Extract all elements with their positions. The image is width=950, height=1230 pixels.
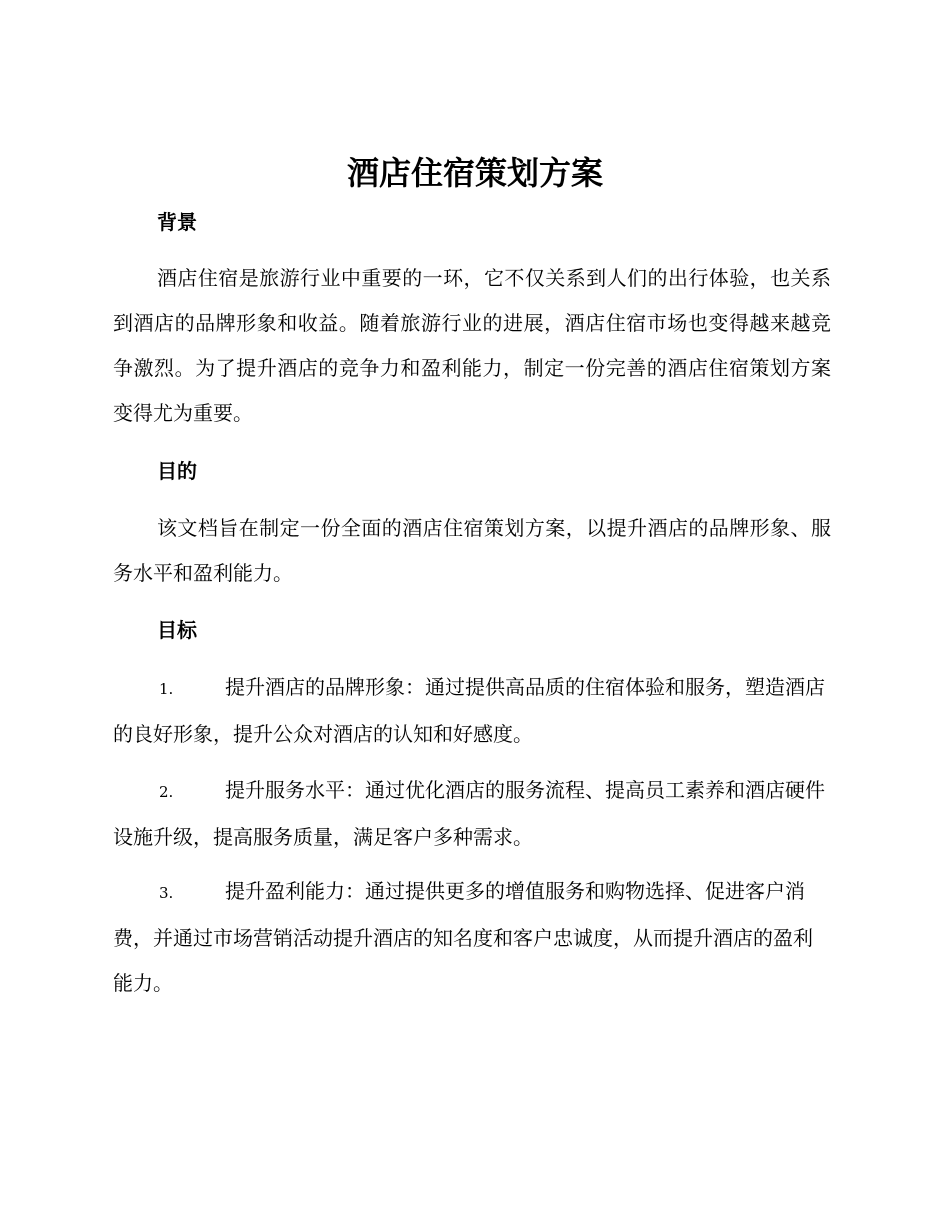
paragraph-background: 酒店住宿是旅游行业中重要的一环，它不仅关系到人们的出行体验，也关系到酒店的品牌形象和收益。随着旅游行业的进展，酒店住宿市场也变得越来越竞争激烈。为了提升酒店的竞争力和盈利能力，制定一份完善的酒店住宿策划方案变得尤为重要。	[113, 266, 831, 425]
list-item-goal-3	[113, 869, 831, 1006]
list-item-text: 提升酒店的品牌形象：通过提供高品质的住宿体验和服务，塑造酒店的良好形象，提升公众对酒店的认知和好感度。	[113, 675, 825, 746]
list-item-goal-2	[113, 768, 831, 860]
list-item-text: 提升盈利能力：通过提供更多的增值服务和购物选择、促进客户消费，并通过市场营销活动提升酒店的知名度和客户忠诚度，从而提升酒店的盈利能力。	[113, 879, 813, 995]
section-heading-purpose: 目的	[157, 459, 197, 483]
document-title: 酒店住宿策划方案	[346, 154, 603, 192]
list-item-number: 3.	[159, 884, 174, 902]
section-heading-background: 背景	[157, 210, 197, 234]
list-item-number: 1.	[159, 680, 174, 698]
section-heading-goals: 目标	[157, 618, 197, 642]
list-item-text: 提升服务水平：通过优化酒店的服务流程、提高员工素养和酒店硬件设施升级，提高服务质量，满足客户多种需求。	[113, 778, 825, 849]
paragraph-purpose: 该文档旨在制定一份全面的酒店住宿策划方案，以提升酒店的品牌形象、服务水平和盈利能力。	[113, 516, 831, 585]
list-item-goal-1	[113, 665, 831, 757]
list-item-number: 2.	[159, 783, 174, 801]
